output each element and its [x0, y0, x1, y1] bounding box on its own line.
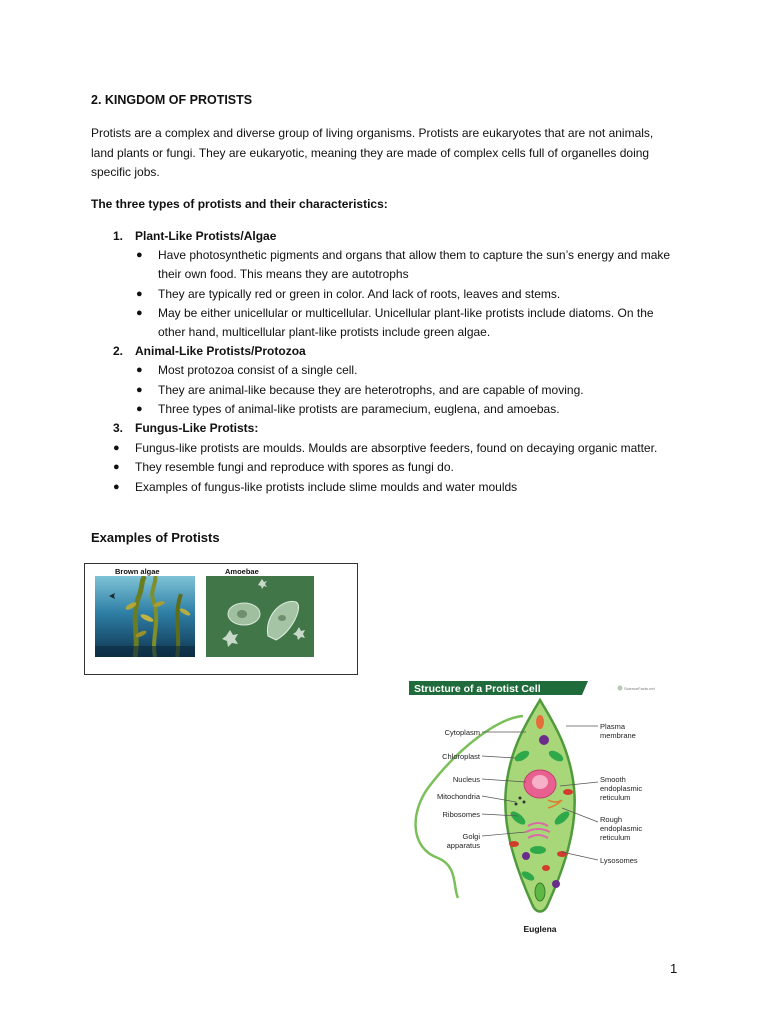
intro-paragraph [91, 124, 676, 183]
page-number: 1 [670, 961, 678, 976]
label-reticulum: reticulum [600, 793, 631, 802]
label-smooth: Smooth [600, 775, 626, 784]
bullet-dot: ● [113, 442, 120, 454]
section-number: 2. [113, 344, 124, 358]
intro-line: land plants or fungi. They are eukaryotic, meaning they are made of complex cells full of organelles doing [91, 145, 650, 160]
organism-label: Euglena [523, 924, 557, 934]
section-number: 1. [113, 229, 124, 243]
brown-algae-caption: Brown algae [115, 567, 160, 576]
label-lysosomes: Lysosomes [600, 856, 638, 865]
section-number: 3. [113, 421, 124, 435]
bullet-text: May be either unicellular or multicellular. Unicellular plant-like protists include diatoms. On the [158, 306, 654, 320]
label-plasma: Plasma [600, 722, 626, 731]
label-chloroplast: Chloroplast [442, 752, 480, 761]
intro-line: Protists are a complex and diverse group of living organisms. Protists are eukaryotes that are not animals, [91, 126, 654, 140]
bullet-dot: ● [113, 461, 120, 473]
bullet-text: Examples of fungus-like protists include slime moulds and water moulds [135, 480, 518, 494]
intro-line: specific jobs. [91, 165, 160, 179]
label-reticulum-2: reticulum [600, 833, 631, 842]
label-endoplasmic-2: endoplasmic [600, 824, 643, 833]
amoebae-caption: Amoebae [225, 567, 259, 576]
section-title: Plant-Like Protists/Algae [135, 229, 277, 243]
bullet-text: Three types of animal-like protists are paramecium, euglena, and amoebas. [158, 402, 560, 416]
label-endoplasmic: endoplasmic [600, 784, 643, 793]
bullet-dot: ● [136, 249, 143, 261]
section-title: Animal-Like Protists/Protozoa [135, 344, 306, 358]
bullet-dot: ● [136, 288, 143, 300]
bullet-dot: ● [113, 481, 120, 493]
examples-heading: Examples of Protists [91, 530, 220, 545]
eyespot [536, 715, 544, 729]
diagram-title: Structure of a Protist Cell [414, 683, 541, 695]
label-golgi: Golgi [462, 832, 480, 841]
examples-figure-box [84, 563, 358, 675]
label-membrane: membrane [600, 731, 636, 740]
label-apparatus: apparatus [446, 841, 480, 850]
bullet-text: other hand, multicellular plant-like protists include green algae. [158, 325, 491, 339]
bullet-text: They are typically red or green in color. And lack of roots, leaves and stems. [158, 287, 561, 301]
amoebae-image [206, 576, 314, 657]
bullet-text: Fungus-like protists are moulds. Moulds are absorptive feeders, found on decaying organic matter. [135, 441, 658, 455]
section-title: Fungus-Like Protists: [135, 421, 259, 435]
label-cytoplasm: Cytoplasm [444, 728, 480, 737]
types-subheading: The three types of protists and their characteristics: [91, 197, 388, 211]
bullet-dot: ● [136, 384, 143, 396]
bullet-text: They resemble fungi and reproduce with spores as fungi do. [135, 460, 454, 474]
bullet-dot: ● [136, 364, 143, 376]
bullet-text: Have photosynthetic pigments and organs that allow them to capture the sun’s energy and make [158, 248, 671, 262]
brand-logo-icon [618, 686, 623, 691]
protist-cell-diagram [398, 678, 670, 940]
bullet-text: Most protozoa consist of a single cell. [158, 363, 358, 377]
label-nucleus: Nucleus [452, 775, 480, 784]
label-mitochondria: Mitochondria [437, 792, 480, 801]
bullet-dot: ● [136, 403, 143, 415]
bullet-text: their own food. This means they are autotrophs [158, 267, 409, 281]
nucleolus [532, 775, 548, 789]
diagram-brand: ScienceFacts.net [624, 686, 655, 691]
section-heading: 2. KINGDOM OF PROTISTS [91, 93, 253, 107]
bullet-dot: ● [136, 307, 143, 319]
label-rough: Rough [600, 815, 623, 824]
label-ribosomes: Ribosomes [442, 810, 480, 819]
bullet-text: They are animal-like because they are heterotrophs, and are capable of moving. [158, 383, 584, 397]
brown-algae-image [95, 576, 195, 657]
